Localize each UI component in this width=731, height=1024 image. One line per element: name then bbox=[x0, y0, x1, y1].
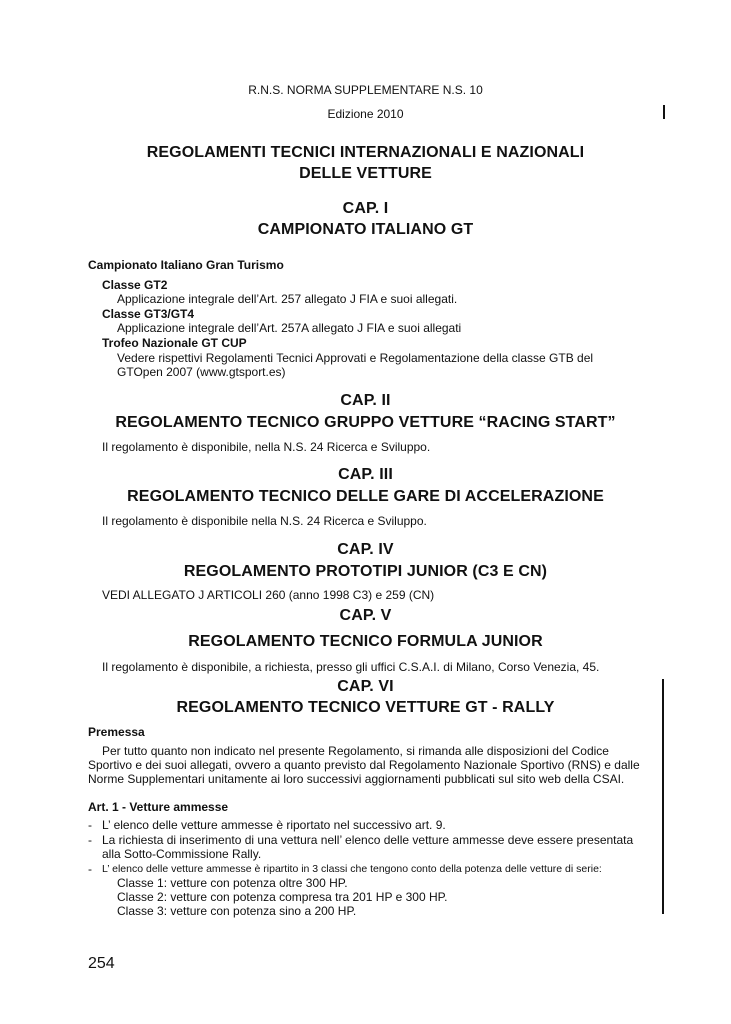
art1-bullet3: L’ elenco delle vetture ammesse è ripartito in 3 classi che tengono conto della potenza delle vetture di serie: bbox=[102, 863, 602, 875]
bullet-dash: - bbox=[88, 862, 92, 876]
cap6-premessa-line2: Sportivo e dei suoi allegati, ovvero a quanto previsto dal Regolamento Nazionale Sportivo (RNS) e dalle bbox=[88, 758, 640, 772]
cap6-title: REGOLAMENTO TECNICO VETTURE GT - RALLY bbox=[176, 699, 555, 716]
cap1-item3-label: Trofeo Nazionale GT CUP bbox=[102, 336, 247, 350]
cap6-number: CAP. VI bbox=[337, 678, 394, 695]
page-number: 254 bbox=[88, 955, 115, 972]
header-edition: Edizione 2010 bbox=[327, 107, 404, 121]
main-title-line2: DELLE VETTURE bbox=[299, 165, 432, 182]
class-1: Classe 1: vetture con potenza oltre 300 HP. bbox=[117, 876, 348, 890]
bullet-dash: - bbox=[88, 833, 92, 847]
header-norm: R.N.S. NORMA SUPPLEMENTARE N.S. 10 bbox=[248, 83, 483, 97]
cap1-number: CAP. I bbox=[342, 200, 389, 217]
cap1-item1-label: Classe GT2 bbox=[102, 278, 168, 292]
cap2-text: Il regolamento è disponibile, nella N.S. 24 Ricerca e Sviluppo. bbox=[102, 440, 431, 454]
cap1-item1-text: Applicazione integrale dell’Art. 257 allegato J FIA e suoi allegati. bbox=[117, 292, 458, 306]
class-2: Classe 2: vetture con potenza compresa tra 201 HP e 300 HP. bbox=[117, 890, 448, 904]
cap1-item3-text1: Vedere rispettivi Regolamenti Tecnici Approvati e Regolamentazione della classe GTB del bbox=[117, 351, 594, 365]
cap3-text: Il regolamento è disponibile nella N.S. 24 Ricerca e Sviluppo. bbox=[102, 514, 427, 528]
cap4-text: VEDI ALLEGATO J ARTICOLI 260 (anno 1998 C3) e 259 (CN) bbox=[102, 588, 435, 602]
cap3-number: CAP. III bbox=[338, 466, 393, 483]
cap6-premessa-line1: Per tutto quanto non indicato nel presente Regolamento, si rimanda alle disposizioni del Codice bbox=[102, 744, 609, 758]
cap1-item2-label: Classe GT3/GT4 bbox=[102, 307, 195, 321]
cap1-item3-text2: GTOpen 2007 (www.gtsport.es) bbox=[117, 365, 286, 379]
art1-bullet2-line2: alla Sotto-Commissione Rally. bbox=[102, 847, 262, 861]
art1-label: Art. 1 - Vetture ammesse bbox=[88, 800, 229, 814]
cap6-premessa-label: Premessa bbox=[88, 725, 145, 739]
cap5-title: REGOLAMENTO TECNICO FORMULA JUNIOR bbox=[188, 633, 543, 650]
class-3: Classe 3: vetture con potenza sino a 200 HP. bbox=[117, 904, 357, 918]
cap2-title: REGOLAMENTO TECNICO GRUPPO VETTURE “RACING START” bbox=[115, 414, 616, 431]
cap2-number: CAP. II bbox=[340, 392, 391, 409]
cap3-title: REGOLAMENTO TECNICO DELLE GARE DI ACCELERAZIONE bbox=[127, 488, 604, 505]
cap1-section: Campionato Italiano Gran Turismo bbox=[88, 258, 284, 272]
cap1-item2-text: Applicazione integrale dell’Art. 257A allegato J FIA e suoi allegati bbox=[117, 321, 462, 335]
cap4-number: CAP. IV bbox=[337, 541, 394, 558]
change-bar bbox=[663, 105, 665, 119]
cap1-title: CAMPIONATO ITALIANO GT bbox=[257, 221, 474, 238]
cap5-text: Il regolamento è disponibile, a richiesta, presso gli uffici C.S.A.I. di Milano, Corso Venezia, 45. bbox=[102, 660, 600, 674]
art1-bullet1: L’ elenco delle vetture ammesse è riportato nel successivo art. 9. bbox=[102, 818, 446, 832]
cap5-number: CAP. V bbox=[339, 607, 392, 624]
art1-bullet2-line1: La richiesta di inserimento di una vettura nell’ elenco delle vetture ammesse deve essere presentata bbox=[102, 833, 634, 847]
cap4-title: REGOLAMENTO PROTOTIPI JUNIOR (C3 E CN) bbox=[183, 563, 548, 580]
cap6-premessa-line3: Norme Supplementari unitamente ai loro successivi aggiornamenti pubblicati sul sito web della CSAI. bbox=[88, 772, 625, 786]
bullet-dash: - bbox=[88, 818, 92, 832]
main-title-line1: REGOLAMENTI TECNICI INTERNAZIONALI E NAZIONALI bbox=[146, 144, 585, 161]
